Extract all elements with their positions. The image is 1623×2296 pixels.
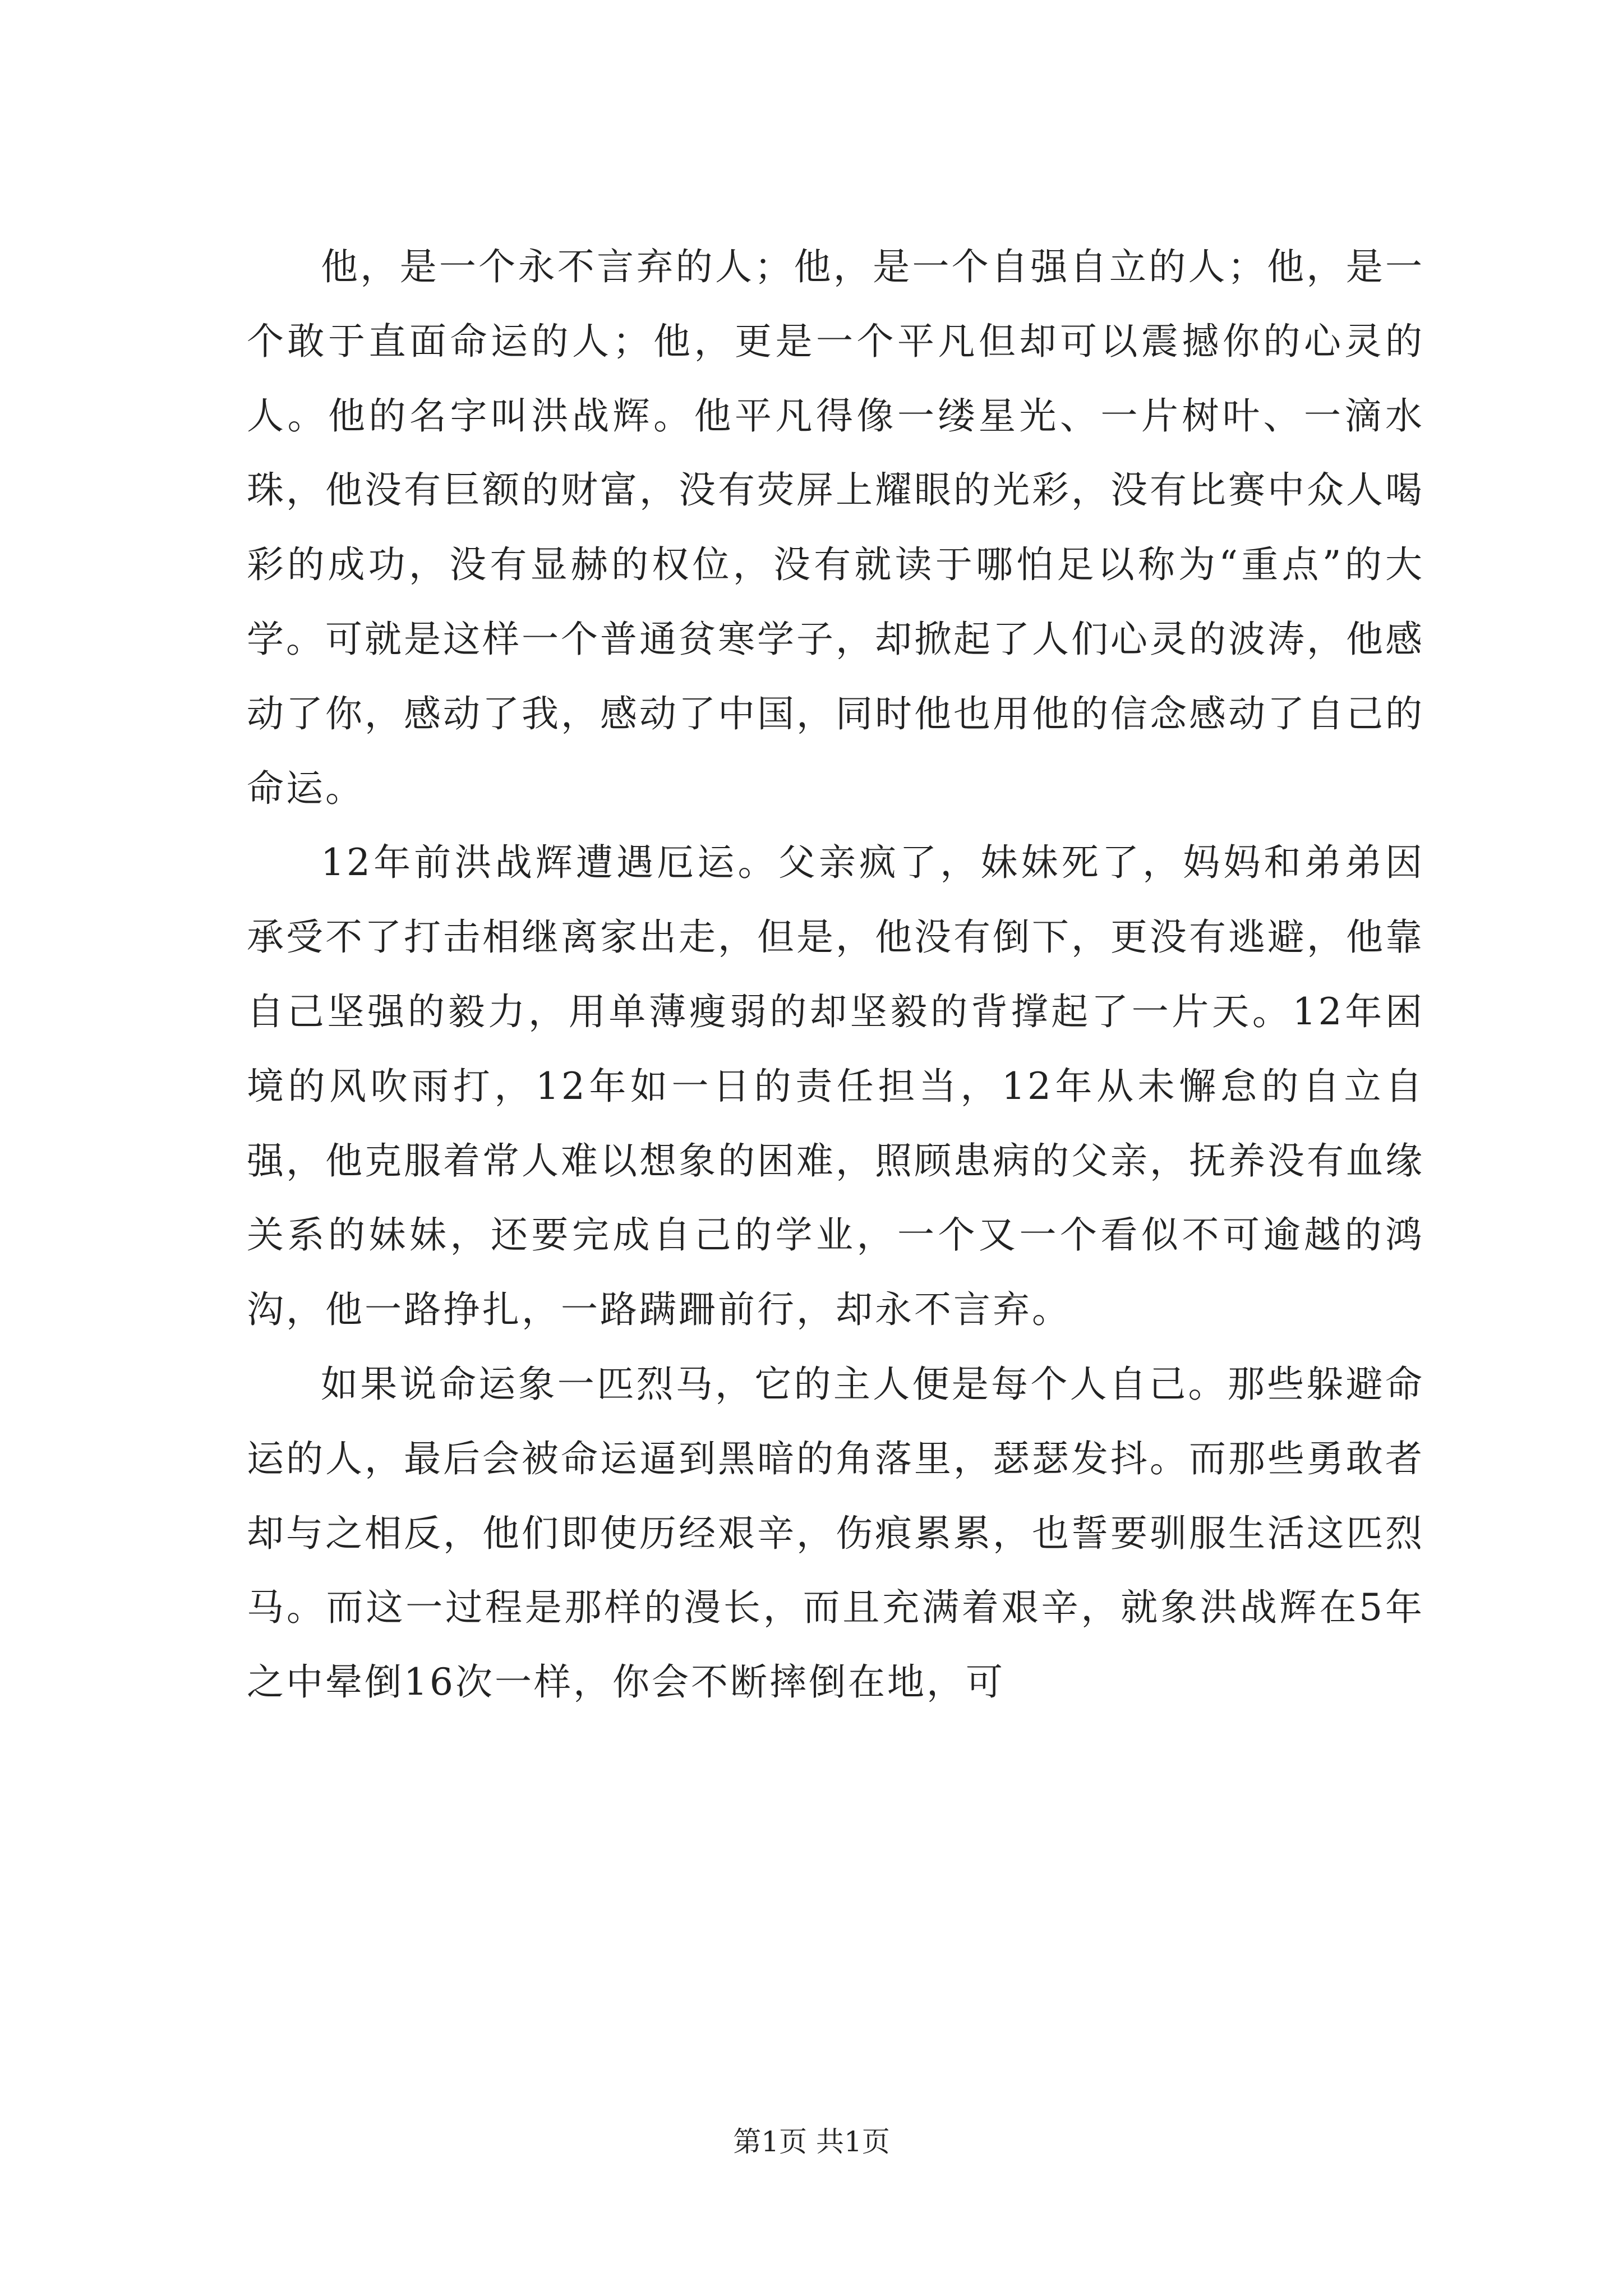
page-footer: 第1页 共1页	[733, 2125, 890, 2158]
paragraph-2: 12年前洪战辉遭遇厄运。父亲疯了，妹妹死了，妈妈和弟弟因承受不了打击相继离家出走，但是，他没有倒下，更没有逃避，他靠自己坚强的毅力，用单薄瘦弱的却坚毅的背撑起了一片天。12年困境的风吹雨打，12年如一日的责任担当，12年从未懈怠的自立自强，他克服着常人难以想象的困难，照顾患病的父亲，抚养没有血缘关系的妹妹，还要完成自己的学业，一个又一个看似不可逾越的鸿沟，他一路挣扎，一路蹒跚前行，却永不言弃。	[247, 841, 1424, 1332]
paragraph-1: 他，是一个永不言弃的人；他，是一个自强自立的人；他，是一个敢于直面命运的人；他，更是一个平凡但却可以震撼你的心灵的人。他的名字叫洪战辉。他平凡得像一缕星光、一片树叶、一滴水珠，他没有巨额的财富，没有荧屏上耀眼的光彩，没有比赛中众人喝彩的成功，没有显赫的权位，没有就读于哪怕足以称为“重点”的大学。可就是这样一个普通贫寒学子，却掀起了人们心灵的波涛，他感动了你，感动了我，感动了中国，同时他也用他的信念感动了自己的命运。	[247, 245, 1424, 810]
document-body	[247, 230, 1424, 1720]
paragraph-3: 如果说命运象一匹烈马，它的主人便是每个人自己。那些躲避命运的人，最后会被命运逼到黑暗的角落里，瑟瑟发抖。而那些勇敢者却与之相反，他们即使历经艰辛，伤痕累累，也誓要驯服生活这匹烈马。而这一过程是那样的漫长，而且充满着艰辛，就象洪战辉在5年之中晕倒16次一样，你会不断摔倒在地，可	[247, 1362, 1424, 1704]
